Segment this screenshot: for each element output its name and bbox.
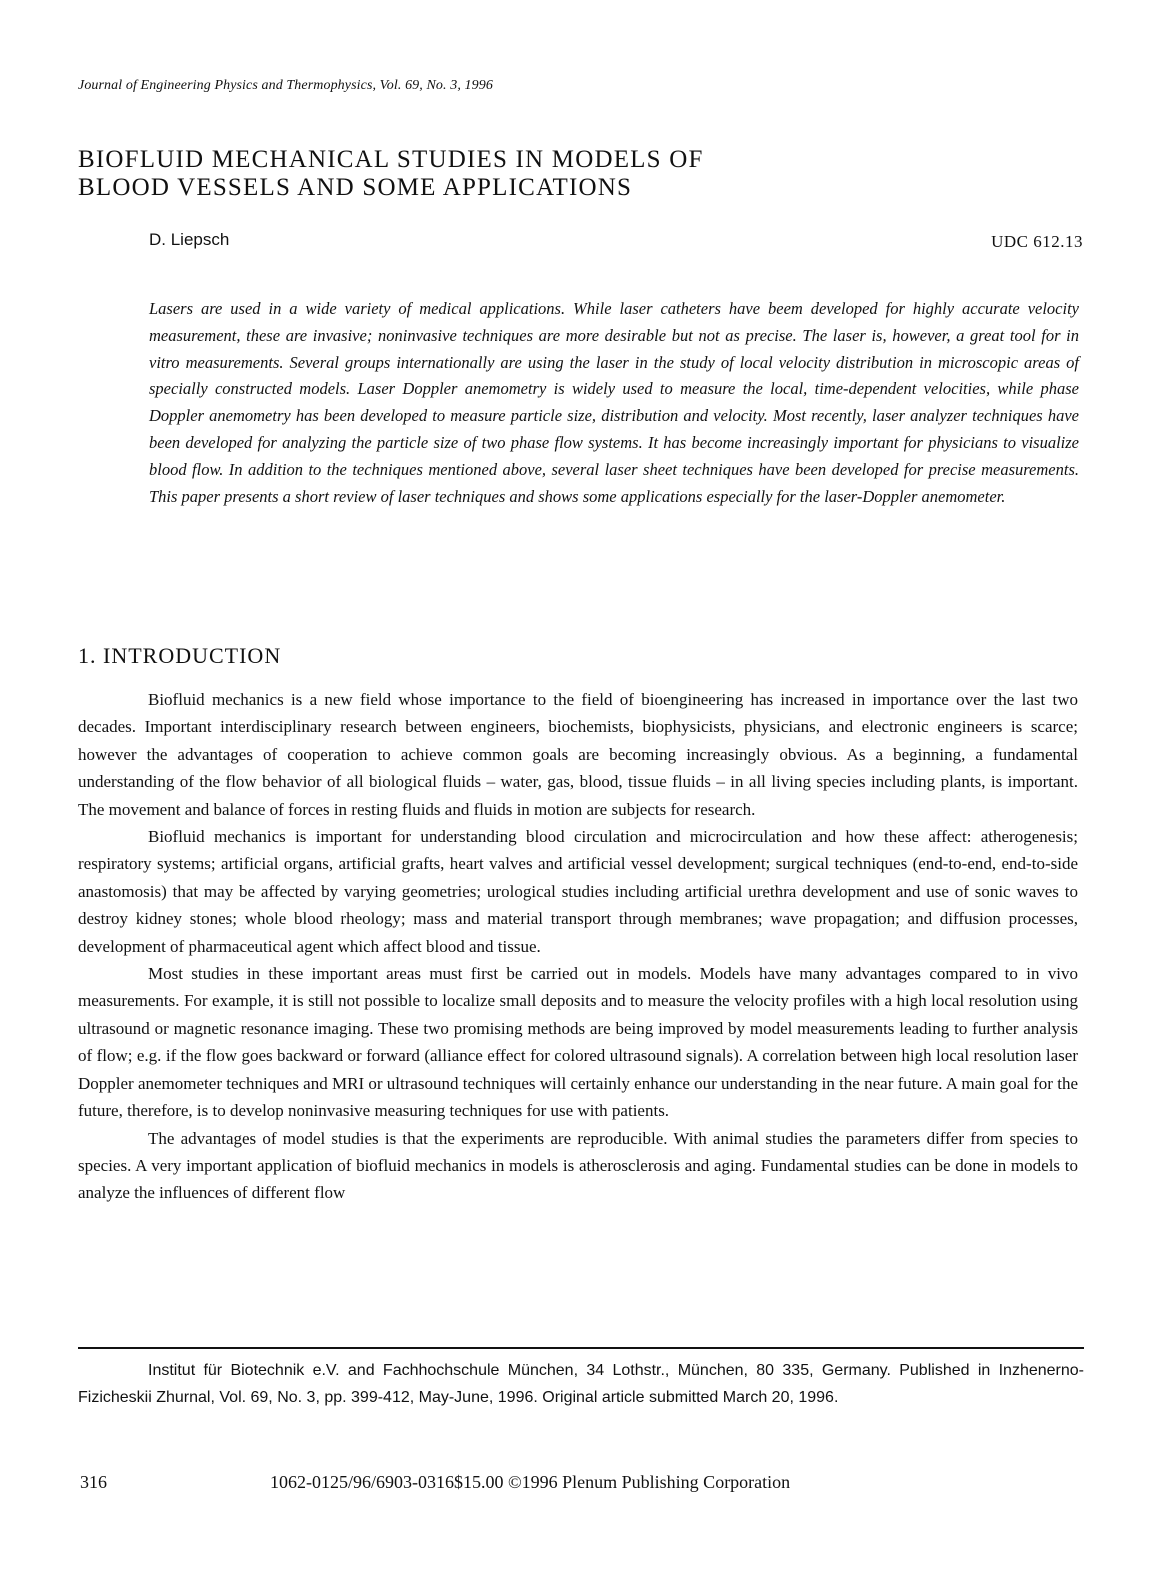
section-heading-introduction: 1. INTRODUCTION	[78, 643, 282, 668]
paragraph-4: The advantages of model studies is that the experiments are reproducible. With animal studies the parameters differ from species to species. A very important application of biofluid mechanics in models is atherosclerosis and aging. Fundamental studies can be done in models to analyze the influences of different flow	[78, 1128, 1078, 1203]
author-name: D. Liepsch	[149, 230, 230, 249]
paragraph-3: Most studies in these important areas must first be carried out in models. Models have many advantages compared to in vivo measurements. For example, it is still not possible to localize small deposits and to measure the velocity profiles with a high local resolution using ultrasound or magnetic resonance imaging. These two promising methods are being improved by model measurements leading to further analysis of flow; e.g. if the flow goes backward or forward (alliance effect for colored ultrasound signals). A correlation between high local resolution laser Doppler anemometer techniques and MRI or ultrasound techniques will certainly enhance our understanding in the near future. A main goal for the future, therefore, is to develop noninvasive measuring techniques for use with patients.	[78, 964, 1078, 1121]
abstract: Lasers are used in a wide variety of medical applications. While laser catheters have beem developed for highly accurate velocity measurement, these are invasive; noninvasive techniques are more desirable but not as precise. The laser is, however, a great tool for in vitro measurements. Several groups internationally are using the laser in the study of local velocity distribution in microscopic areas of specially constructed models. Laser Doppler anemometry is widely used to measure the local, time-dependent velocities, while phase Doppler anemometry has been developed to measure particle size, distribution and velocity. Most recently, laser analyzer techniques have been developed for analyzing the particle size of two phase flow systems. It has become increasingly important for physicians to visualize blood flow. In addition to the techniques mentioned above, several laser sheet techniques have been developed for precise measurements. This paper presents a short review of laser techniques and shows some applications especially for the laser-Doppler anemometer.	[149, 299, 1079, 506]
journal-citation: Journal of Engineering Physics and Thermophysics, Vol. 69, No. 3, 1996	[78, 78, 493, 93]
introduction-body	[78, 686, 1078, 1207]
copyright-line: 1062-0125/96/6903-0316$15.00 ©1996 Plenum Publishing Corporation	[270, 1472, 791, 1492]
footnote-divider	[78, 1347, 1084, 1349]
paragraph-1: Biofluid mechanics is a new field whose importance to the field of bioengineering has increased in importance over the last two decades. Important interdisciplinary research between engineers, biochemists, biophysicists, physicians, and electronic engineers is scarce; however the advantages of cooperation to achieve common goals are becoming increasingly obvious. As a beginning, a fundamental understanding of the flow behavior of all biological fluids – water, gas, blood, tissue fluids – in all living species including plants, is important. The movement and balance of forces in resting fluids and fluids in motion are subjects for research.	[78, 690, 1078, 819]
article-title: BIOFLUID MECHANICAL STUDIES IN MODELS OF BLOOD VESSELS AND SOME APPLICATIONS	[78, 146, 704, 201]
udc-code: UDC 612.13	[991, 232, 1083, 251]
affiliation-footnote: Institut für Biotechnik e.V. and Fachhochschule München, 34 Lothstr., München, 80 335, Germany. Published in Inzhenerno-Fizicheskii Zhurnal, Vol. 69, No. 3, pp. 399-412, May-June, 1996. Original article submitted March 20, 1996.	[78, 1362, 1084, 1406]
page-number: 316	[80, 1472, 107, 1492]
paragraph-2: Biofluid mechanics is important for understanding blood circulation and microcirculation and how these affect: atherogenesis; respiratory systems; artificial organs, artificial grafts, heart valves and artificial vessel development; surgical techniques (end-to-end, end-to-side anastomosis) that may be affected by varying geometries; urological studies including artificial urethra development and use of sonic waves to destroy kidney stones; whole blood rheology; mass and material transport through membranes; wave propagation; and diffusion processes, development of pharmaceutical agent which affect blood and tissue.	[78, 827, 1078, 956]
